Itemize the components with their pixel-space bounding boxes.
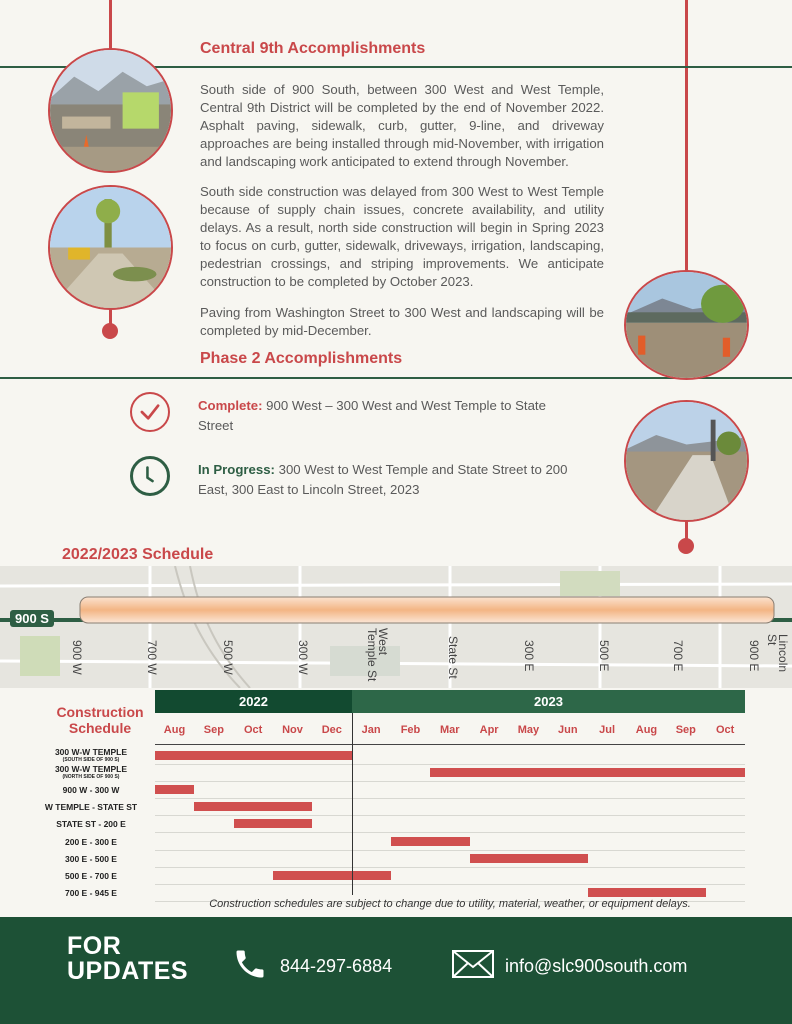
month-header-rule (155, 744, 745, 745)
street-label: Lincoln St (765, 634, 790, 673)
check-icon (130, 392, 170, 432)
status-progress-label: In Progress: (198, 462, 275, 477)
gantt-row-sublabel: (NORTH SIDE OF 900 S) (62, 774, 120, 781)
for-updates-heading (67, 934, 188, 984)
street-label: 700 W (145, 640, 159, 675)
gantt-row-name: 700 E - 945 E (65, 887, 117, 898)
central-heading: Central 9th Accomplishments (200, 40, 426, 57)
gantt-row-label (20, 872, 162, 881)
month-label: Dec (321, 724, 342, 736)
phase2-heading: Phase 2 Accomplishments (200, 350, 403, 367)
gantt-row-line (155, 832, 745, 833)
gantt-bar (155, 785, 194, 794)
gantt-row-line (155, 781, 745, 782)
month-label: May (517, 724, 540, 736)
month-label: Mar (440, 724, 460, 736)
month-label: Jan (361, 724, 381, 736)
street-label: 500 E (597, 640, 611, 672)
phone-icon (232, 946, 268, 982)
month-label: Oct (715, 724, 735, 736)
for-label: FOR (67, 932, 122, 960)
status-in-progress (130, 456, 570, 500)
gantt-row-line (155, 850, 745, 851)
month-label: Apr (479, 724, 499, 736)
phone-number[interactable]: 844-297-6884 (280, 956, 393, 976)
gantt-row-line (155, 798, 745, 799)
month-label: Aug (635, 724, 658, 736)
gantt-bar (194, 802, 312, 811)
month-label: Jun (558, 724, 578, 736)
central-paragraph-2: South side construction was delayed from 300 West to West Temple because of supply chain issues, concrete availability, and utility delays. As a result, north side construction will begin in Spring 2023 to focus on curb, gutter, sidewalk, driveways, irrigation, landscaping, pedestrian crossings, and striping improvements. We anticipate construction to be completed by October 2023. (200, 184, 604, 289)
gantt-row-name: 300 W-W TEMPLE (54, 764, 128, 775)
month-label: Nov (282, 724, 303, 736)
month-label: Sep (675, 724, 696, 736)
street-label: 900 W (70, 640, 84, 675)
central-paragraph-1: South side of 900 South, between 300 West and West Temple, Central 9th District will be completed by the end of November 2022. Asphalt paving, sidewalk, curb, gutter, 9-line, and driveway approaches are being installed through mid-November, with irrigation and landscaping work anticipated to extend through November. (200, 82, 604, 169)
updates-label: UPDATES (67, 957, 189, 985)
gantt-row-name: 300 E - 500 E (65, 853, 117, 864)
gantt-row-label (20, 786, 162, 795)
month-label: Sep (203, 724, 224, 736)
month-label: Aug (163, 724, 186, 736)
month-label: Jul (599, 724, 616, 736)
status-progress-desc: 300 West to West Temple and State Street to 200 East, 300 East to Lincoln Street, 2023 (198, 462, 568, 497)
gantt-row-line (155, 764, 745, 765)
gantt-title: Construction Schedule (56, 704, 144, 736)
status-complete-desc: 900 West – 300 West and West Temple to State Street (198, 398, 546, 433)
street-label: 700 E (671, 640, 685, 672)
timeline-dot (102, 323, 118, 339)
street-label: 500 W (221, 640, 235, 675)
year-2023: 2023 (352, 690, 745, 713)
gantt-row-name: 300 W-W TEMPLE (54, 747, 128, 757)
mail-icon (452, 950, 494, 978)
clock-icon (130, 456, 170, 496)
status-complete (130, 392, 570, 436)
gantt-row-label (20, 855, 162, 864)
construction-photo (624, 400, 749, 522)
street-label: 900 E (747, 640, 761, 672)
gantt-row-label (20, 820, 162, 829)
gantt-bar (588, 888, 706, 897)
gantt-row-label (20, 748, 162, 763)
gantt-row-name: W TEMPLE - STATE ST (44, 802, 138, 813)
gantt-row-name: STATE ST - 200 E (56, 819, 126, 830)
gantt-bar (470, 854, 588, 863)
gantt-row-line (155, 867, 745, 868)
year-2022: 2022 (155, 690, 352, 713)
construction-photo (48, 185, 173, 310)
road-label-900s: 900 S (10, 610, 54, 627)
gantt-row-label (20, 889, 162, 898)
year-divider (352, 713, 353, 895)
gantt-row-line (155, 815, 745, 816)
gantt-row-name: 200 E - 300 E (65, 836, 117, 847)
gantt-row-label (20, 838, 162, 847)
construction-photo (624, 270, 749, 380)
month-label: Oct (243, 724, 263, 736)
status-complete-text (198, 396, 568, 436)
status-progress-text (198, 460, 568, 500)
status-complete-label: Complete: (198, 398, 263, 413)
timeline-line-right (685, 0, 688, 272)
gantt-bar (430, 768, 745, 777)
timeline-dot (678, 538, 694, 554)
construction-photo (48, 48, 173, 173)
street-label: 300 W (296, 640, 310, 675)
street-label: State St (446, 636, 460, 679)
month-label: Feb (400, 724, 421, 736)
gantt-bar (155, 751, 352, 760)
gantt-row-label (20, 765, 162, 780)
schedule-footnote: Construction schedules are subject to change due to utility, material, weather, or equipment delays. (209, 898, 691, 910)
street-label: West Temple St (365, 628, 390, 682)
street-label: 300 E (522, 640, 536, 672)
gantt-bar (273, 871, 391, 880)
gantt-row-name: 500 E - 700 E (65, 870, 117, 881)
schedule-heading: 2022/2023 Schedule (62, 546, 214, 563)
timeline-line-left (109, 0, 112, 52)
gantt-row-sublabel: (SOUTH SIDE OF 900 S) (62, 757, 120, 763)
email-address[interactable]: info@slc900south.com (505, 956, 688, 976)
gantt-row-name: 900 W - 300 W (62, 785, 120, 796)
gantt-bar (234, 819, 313, 828)
central-paragraph-3: Paving from Washington Street to 300 West and landscaping will be completed by mid-December. (200, 305, 604, 338)
gantt-row-label (20, 803, 162, 812)
gantt-row-line (155, 884, 745, 885)
gantt-bar (391, 837, 470, 846)
